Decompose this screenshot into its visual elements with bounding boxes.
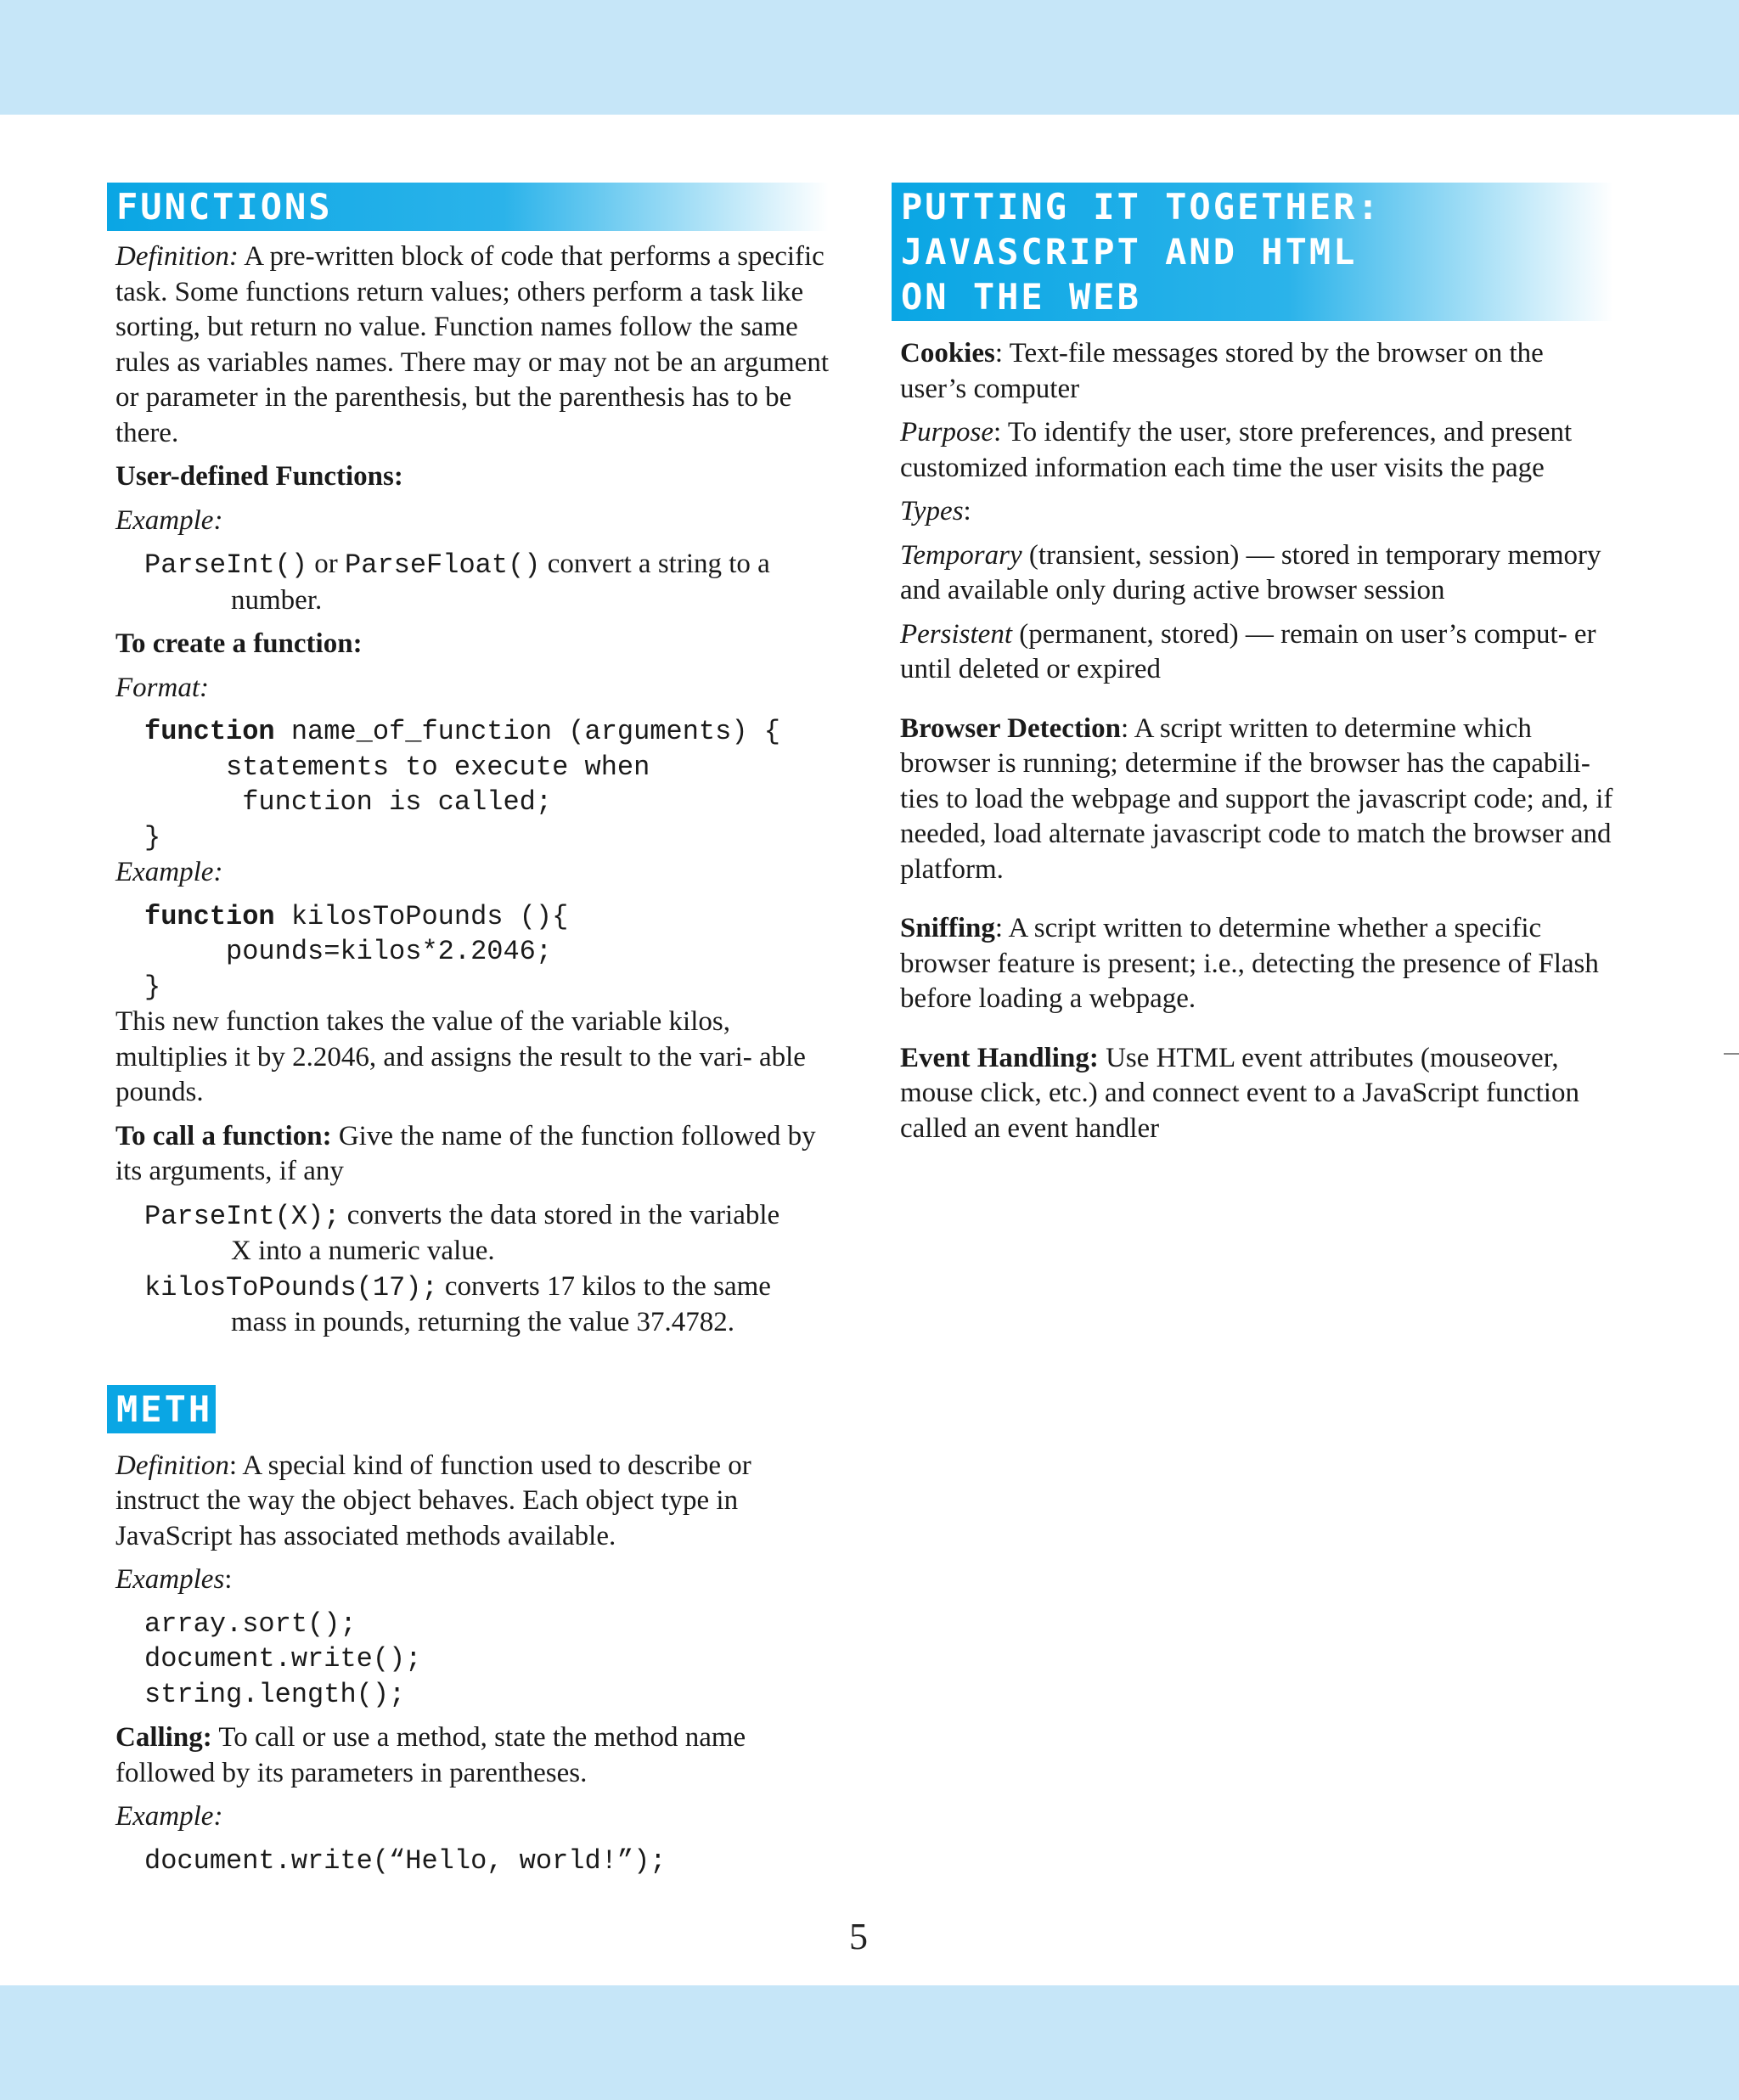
bottom-decorative-band (0, 1985, 1739, 2100)
call-function (107, 1119, 829, 1190)
temporary-entry (892, 538, 1613, 609)
code-call: kilosToPounds(17); (144, 1271, 438, 1303)
cookies-entry (892, 336, 1613, 407)
code-parseint: ParseInt() (144, 549, 308, 581)
calling-label: Calling: (115, 1722, 212, 1753)
edge-tick-mark (1724, 1053, 1739, 1055)
temporary-text: (transient, session) — stored in temporary memory and available only during active browser session (900, 539, 1601, 605)
purpose-entry (892, 415, 1613, 486)
code-call: ParseInt(X); (144, 1200, 340, 1232)
format-code-block (107, 714, 829, 855)
example-label: Example: (115, 504, 223, 536)
code-line (107, 899, 829, 935)
parse-example (107, 547, 829, 618)
call-example-text-1: converts the data stored in the variable (340, 1199, 780, 1230)
examples-label (107, 1562, 829, 1598)
calling-method (107, 1720, 829, 1791)
sniffing-label: Sniffing (900, 913, 995, 943)
top-decorative-band (0, 0, 1739, 115)
event-handling-label: Event Handling: (900, 1042, 1099, 1073)
code-line: } (144, 971, 161, 1003)
right-column (892, 183, 1613, 1146)
types-label: Types (900, 496, 964, 526)
call-text: Give the name of the function followed by its arguments, if any (115, 1120, 816, 1186)
code-line: array.sort(); (144, 1607, 357, 1640)
code-line: document.write(); (144, 1643, 422, 1675)
together-heading (892, 183, 1613, 321)
user-defined-label: User-defined Functions: (115, 461, 403, 492)
examples-colon: : (224, 1564, 233, 1595)
code-line: statements to execute when (144, 751, 650, 783)
definition-text: : A special kind of function used to describe or instruct the way the object behaves. Each object type in JavaScript has associated methods available. (115, 1450, 751, 1551)
code-line: string.length(); (144, 1678, 406, 1710)
function-explanation: This new function takes the value of the variable kilos, multiplies it by 2.2046, and assigns the result to the vari- able pounds. (115, 1006, 806, 1107)
persistent-label: Persistent (900, 618, 1012, 650)
example-code-block (107, 899, 829, 1005)
purpose-label: Purpose (900, 417, 993, 448)
browser-detection-text: : A script written to determine which browser is running; determine if the browser has the capabili- ties to load the webpage and support the javascript code; and, if needed, load alternate javascript code to match the browser and platform. (900, 712, 1613, 885)
call-label: To call a function: (115, 1120, 332, 1151)
temporary-label: Temporary (900, 539, 1022, 571)
code-keyword: function (144, 900, 275, 932)
code-line: pounds=kilos*2.2046; (144, 936, 553, 967)
code-text: kilosToPounds (){ (274, 900, 569, 932)
methods-example-code (107, 1844, 829, 1879)
cookies-text: : Text-file messages stored by the browser on the user’s computer (900, 338, 1544, 404)
left-column (107, 183, 829, 1878)
cookies-label: Cookies (900, 338, 995, 369)
methods-example-label: Example: (115, 1801, 223, 1832)
definition-text: A pre-written block of code that performs a specific task. Some functions return values; others perform a task like sorting, but return no value. Function names follow the same rules as variables names. There may or may not be an argument or parameter in the parenthesis, but the parenthesis has to be there. (115, 241, 830, 448)
methods-heading: METH (107, 1385, 216, 1433)
call-example-text-2: mass in pounds, returning the value 37.4782. (231, 1307, 735, 1337)
code-parsefloat: ParseFloat() (345, 549, 541, 581)
code-line: document.write(“Hello, world!”); (144, 1844, 667, 1877)
persistent-entry (892, 617, 1613, 688)
calling-text: To call or use a method, state the method name followed by its parameters in parentheses. (115, 1722, 746, 1788)
heading-line: JAVASCRIPT AND HTML (901, 231, 1358, 273)
heading-line: PUTTING IT TOGETHER: (901, 186, 1382, 228)
heading-line: ON THE WEB (901, 276, 1141, 318)
parse-text-2: number. (231, 584, 323, 616)
persistent-text: (permanent, stored) — remain on user’s comput- er until deleted or expired (900, 618, 1596, 684)
event-handling-entry (892, 1041, 1613, 1147)
call-example (107, 1198, 829, 1270)
browser-detection-entry (892, 712, 1613, 888)
functions-definition (107, 239, 829, 451)
methods-definition (107, 1449, 829, 1555)
purpose-text: : To identify the user, store preferences, and present customized information each time the user visits the page (900, 417, 1573, 483)
definition-label: Definition: (115, 241, 239, 272)
event-handling-text: Use HTML event attributes (mouseover, mouse click, etc.) and connect event to a JavaScript function called an event handler (900, 1042, 1579, 1144)
functions-heading: FUNCTIONS (107, 183, 829, 231)
call-example-text-1: converts 17 kilos to the same (437, 1270, 771, 1302)
methods-examples-code (107, 1607, 829, 1713)
code-text: name_of_function (arguments) { (274, 716, 780, 747)
example2-label: Example: (115, 857, 223, 887)
sniffing-entry (892, 911, 1613, 1017)
call-example-text-2: X into a numeric value. (231, 1236, 495, 1266)
code-line: } (144, 821, 161, 853)
browser-detection-label: Browser Detection (900, 712, 1121, 744)
code-keyword: function (144, 716, 275, 747)
sniffing-text: : A script written to determine whether a specific browser feature is present; i.e., detecting the presence of Flash before loading a webpage. (900, 913, 1599, 1014)
create-label: To create a function: (115, 628, 363, 659)
types-colon: : (963, 496, 971, 526)
code-line: function is called; (144, 786, 553, 818)
parse-text-1: convert a string to a (540, 549, 770, 579)
call-example (107, 1270, 829, 1341)
examples-label-text: Examples (115, 1564, 225, 1595)
definition-label: Definition (115, 1450, 229, 1481)
format-label: Format: (115, 672, 209, 703)
types-entry (892, 494, 1613, 530)
parse-mid-text: or (307, 549, 346, 579)
page-number: 5 (849, 1916, 868, 1957)
code-line (107, 714, 829, 750)
